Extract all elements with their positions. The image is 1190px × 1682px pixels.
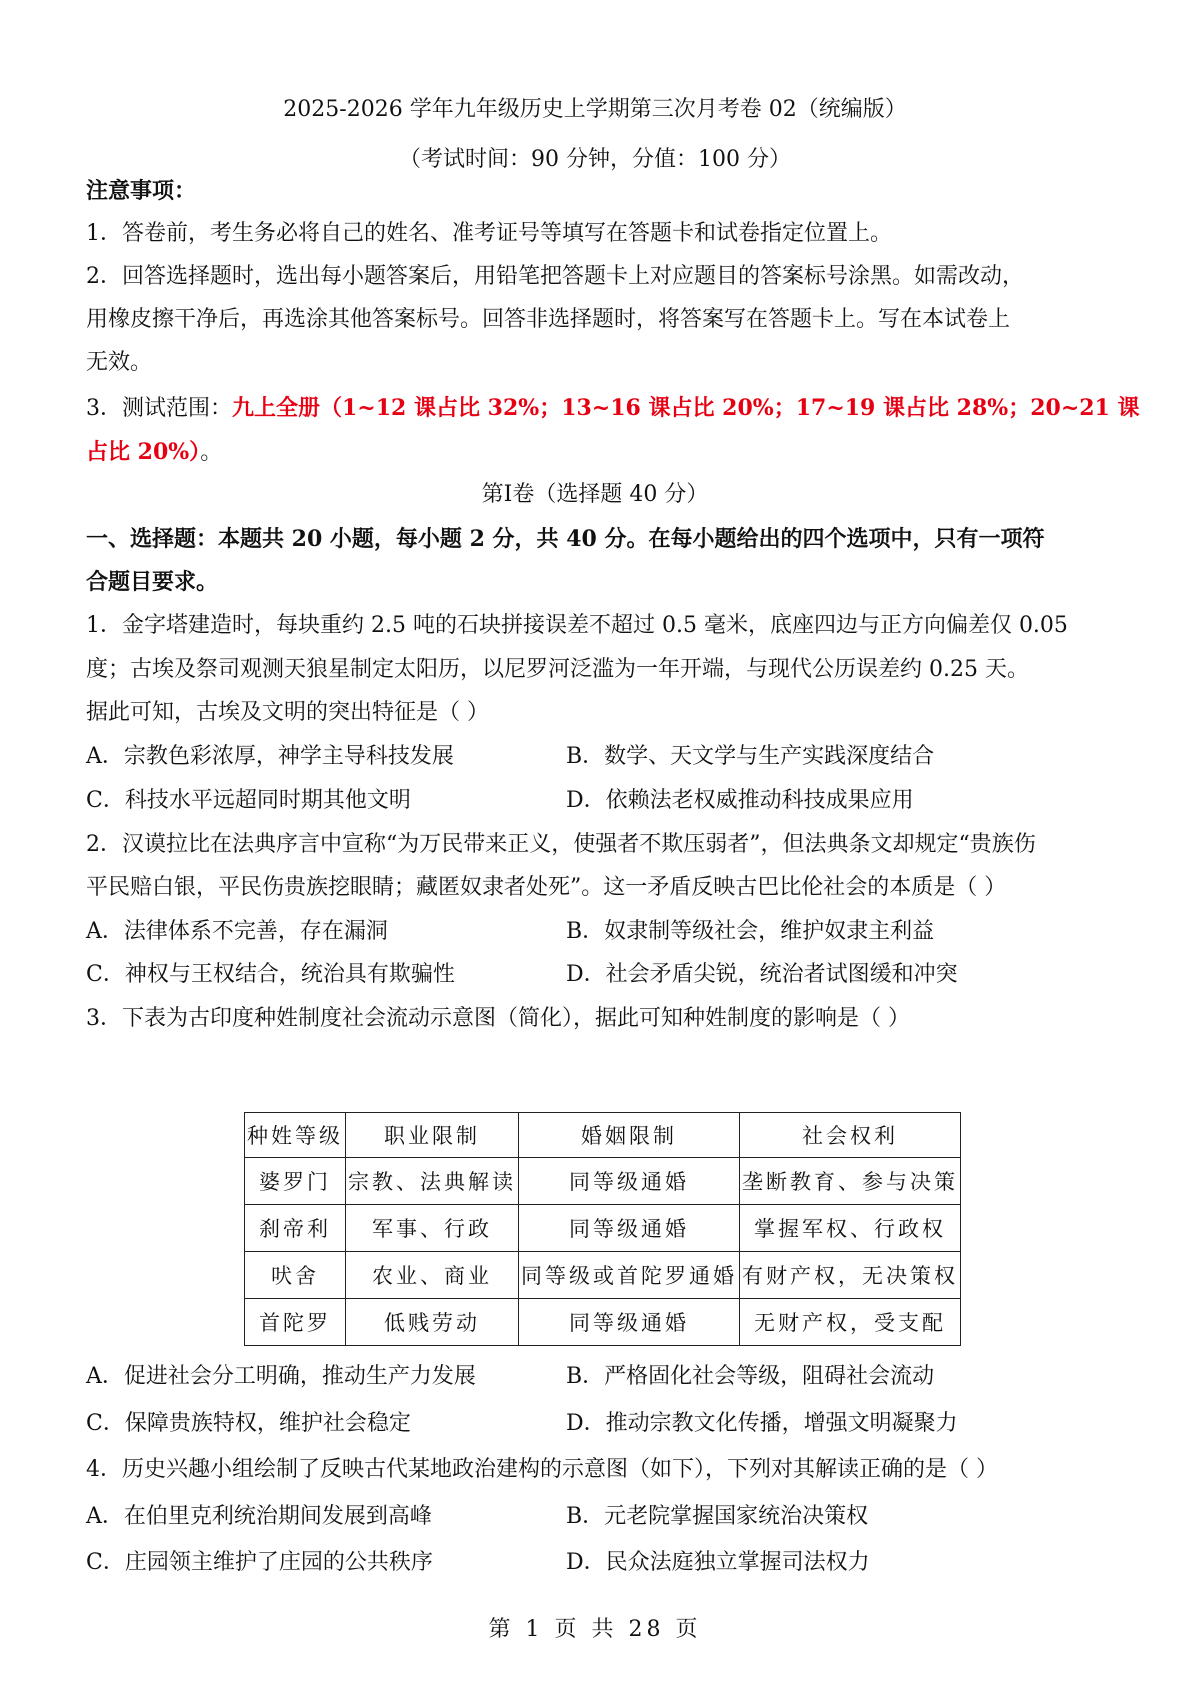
test-scope-highlight-cont: 占比 20%） bbox=[86, 439, 201, 465]
question-4-option-a: A．在伯里克利统治期间发展到高峰 bbox=[86, 1504, 432, 1529]
table-row bbox=[245, 1299, 961, 1346]
question-3-option-b: B．严格固化社会等级，阻碍社会流动 bbox=[566, 1364, 935, 1389]
notice-item-3-prefix: 3．测试范围： bbox=[86, 396, 232, 421]
notice-item-2-line2: 用橡皮擦干净后，再选涂其他答案标号。回答非选择题时，将答案写在答题卡上。写在本试卷上 bbox=[86, 307, 1011, 332]
question-2-stem-line2: 平民赔白银，平民伤贵族挖眼睛；藏匿奴隶者处死”。这一矛盾反映古巴比伦社会的本质是（ ） bbox=[86, 875, 1007, 900]
test-scope-highlight: 九上全册（1~12 课占比 32%；13~16 课占比 20%；17~19 课占比 28%；20~21 课 bbox=[232, 395, 1140, 421]
question-2-stem-line1: 2．汉谟拉比在法典序言中宣称“为万民带来正义，使强者不欺压弱者”，但法典条文却规定“贵族伤 bbox=[86, 832, 1036, 857]
table-header-cell: 社会权利 bbox=[740, 1113, 961, 1158]
notice-item-3 bbox=[86, 393, 1140, 424]
question-4-stem: 4．历史兴趣小组绘制了反映古代某地政治建构的示意图（如下），下列对其解读正确的是（ ） bbox=[86, 1457, 998, 1482]
notice-item-1: 1．答卷前，考生务必将自己的姓名、准考证号等填写在答题卡和试卷指定位置上。 bbox=[86, 221, 892, 246]
table-row bbox=[245, 1158, 961, 1205]
question-1-option-d: D．依赖法老权威推动科技成果应用 bbox=[566, 788, 914, 813]
table-cell: 宗教、法典解读 bbox=[346, 1158, 519, 1205]
volume-title: 第Ⅰ卷（选择题 40 分） bbox=[481, 482, 709, 507]
table-cell: 婆罗门 bbox=[245, 1158, 346, 1205]
table-header-cell: 种姓等级 bbox=[245, 1113, 346, 1158]
section-heading-line1: 一、选择题：本题共 20 小题，每小题 2 分，共 40 分。在每小题给出的四个选项中，只有一项符 bbox=[86, 526, 1045, 552]
question-3-option-d: D．推动宗教文化传播，增强文明凝聚力 bbox=[566, 1411, 958, 1436]
question-2-option-b: B．奴隶制等级社会，维护奴隶主利益 bbox=[566, 919, 935, 944]
table-cell: 同等级或首陀罗通婚 bbox=[519, 1252, 740, 1299]
notice-item-3-cont bbox=[86, 437, 1108, 468]
table-row bbox=[245, 1252, 961, 1299]
table-cell: 首陀罗 bbox=[245, 1299, 346, 1346]
question-1-stem-line1: 1．金字塔建造时，每块重约 2.5 吨的石块拼接误差不超过 0.5 毫米，底座四边与正方向偏差仅 0.05 bbox=[86, 613, 1068, 638]
table-row bbox=[245, 1205, 961, 1252]
question-1-stem-line2: 度；古埃及祭司观测天狼星制定太阳历，以尼罗河泛滥为一年开端，与现代公历误差约 0.25 天。 bbox=[86, 657, 1029, 682]
table-cell: 农业、商业 bbox=[346, 1252, 519, 1299]
table-header-cell: 职业限制 bbox=[346, 1113, 519, 1158]
table-cell: 刹帝利 bbox=[245, 1205, 346, 1252]
table-cell: 同等级通婚 bbox=[519, 1158, 740, 1205]
question-1-option-a: A．宗教色彩浓厚，神学主导科技发展 bbox=[86, 744, 454, 769]
table-cell: 同等级通婚 bbox=[519, 1299, 740, 1346]
caste-system-table bbox=[244, 1112, 961, 1346]
question-2-option-a: A．法律体系不完善，存在漏洞 bbox=[86, 919, 388, 944]
table-cell: 掌握军权、行政权 bbox=[740, 1205, 961, 1252]
notice-item-2-line1: 2．回答选择题时，选出每小题答案后，用铅笔把答题卡上对应题目的答案标号涂黑。如需改动， bbox=[86, 264, 1025, 289]
table-cell: 垄断教育、参与决策 bbox=[740, 1158, 961, 1205]
question-1-stem-line3: 据此可知，古埃及文明的突出特征是（ ） bbox=[86, 700, 489, 725]
table-cell: 有财产权，无决策权 bbox=[740, 1252, 961, 1299]
table-header-cell: 婚姻限制 bbox=[519, 1113, 740, 1158]
notice-item-2-line3: 无效。 bbox=[86, 350, 153, 375]
table-cell: 军事、行政 bbox=[346, 1205, 519, 1252]
question-2-option-c: C．神权与王权结合，统治具有欺骗性 bbox=[86, 962, 455, 987]
table-cell: 吠舍 bbox=[245, 1252, 346, 1299]
table-cell: 低贱劳动 bbox=[346, 1299, 519, 1346]
question-4-option-b: B．元老院掌握国家统治决策权 bbox=[566, 1504, 869, 1529]
question-3-option-a: A．促进社会分工明确，推动生产力发展 bbox=[86, 1364, 476, 1389]
notice-heading: 注意事项： bbox=[86, 178, 197, 204]
question-2-option-d: D．社会矛盾尖锐，统治者试图缓和冲突 bbox=[566, 962, 958, 987]
question-1-option-c: C．科技水平远超同时期其他文明 bbox=[86, 788, 411, 813]
page-number: 第 1 页 共 28 页 bbox=[488, 1617, 702, 1642]
question-1-option-b: B．数学、天文学与生产实践深度结合 bbox=[566, 744, 935, 769]
table-cell: 同等级通婚 bbox=[519, 1205, 740, 1252]
question-3-option-c: C．保障贵族特权，维护社会稳定 bbox=[86, 1411, 411, 1436]
table-header-row bbox=[245, 1113, 961, 1158]
question-3-stem: 3．下表为古印度种姓制度社会流动示意图（简化），据此可知种姓制度的影响是（ ） bbox=[86, 1006, 910, 1031]
page-title: 2025-2026 学年九年级历史上学期第三次月考卷 02（统编版） bbox=[283, 97, 907, 122]
table-cell: 无财产权，受支配 bbox=[740, 1299, 961, 1346]
notice-item-3-suffix: 。 bbox=[200, 440, 223, 465]
exam-info: （考试时间：90 分钟，分值：100 分） bbox=[399, 147, 791, 172]
section-heading-line2: 合题目要求。 bbox=[86, 569, 219, 595]
question-4-option-c: C．庄园领主维护了庄园的公共秩序 bbox=[86, 1550, 433, 1575]
question-4-option-d: D．民众法庭独立掌握司法权力 bbox=[566, 1550, 870, 1575]
